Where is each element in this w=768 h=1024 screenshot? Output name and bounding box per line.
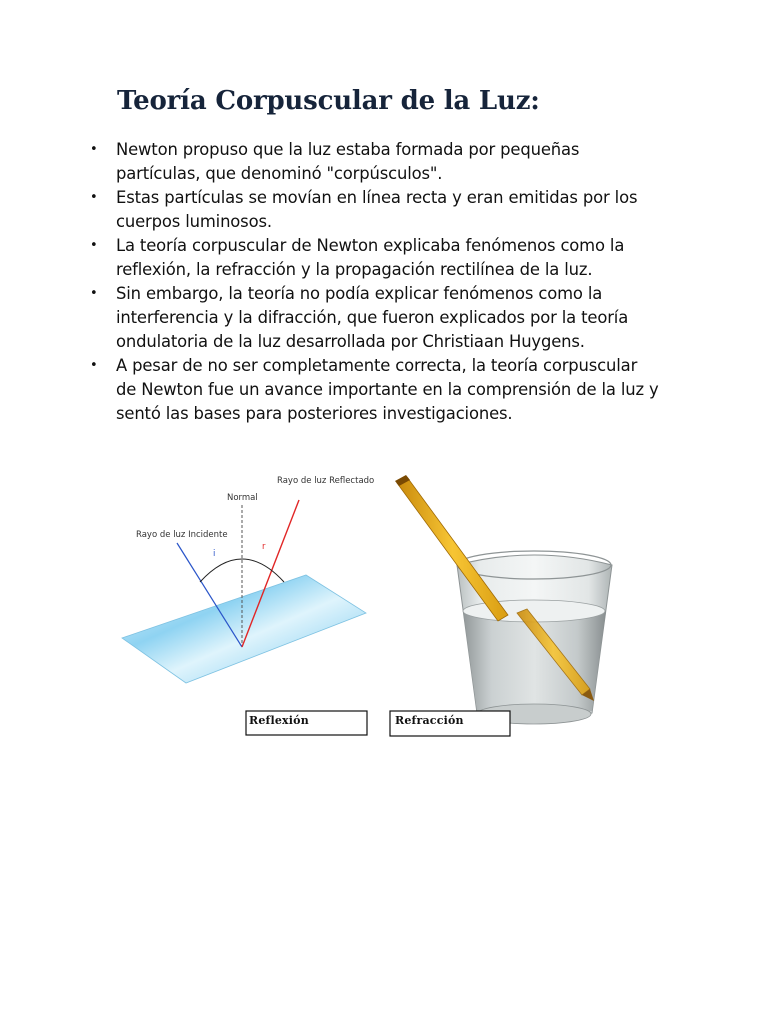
mirror-plane — [122, 575, 366, 683]
bullet-text: La teoría corpuscular de Newton explicaba fenómenos como la reflexión, la refracción y la propagación rectilínea de la luz. — [116, 236, 625, 279]
bullet-list — [90, 138, 661, 426]
illustration-svg — [116, 461, 652, 743]
bullet-text: Sin embargo, la teoría no podía explicar fenómenos como la interferencia y la difracción, que fueron explicados por la teoría ondulatoria de la luz desarrollada por Christiaan Huygens. — [116, 284, 629, 351]
incident-label: Rayo de luz Incidente — [136, 530, 228, 540]
bullet-text: Newton propuso que la luz estaba formada por pequeñas partículas, que denominó "corpúsculos". — [116, 140, 580, 183]
reflection-diagram — [122, 476, 374, 735]
pencil-upper — [397, 477, 508, 621]
normal-label: Normal — [227, 493, 258, 503]
angle-i-label: i — [213, 549, 216, 559]
bullet-text: Estas partículas se movían en línea recta y eran emitidas por los cuerpos luminosos. — [116, 188, 638, 231]
reflected-label: Rayo de luz Reflectado — [277, 476, 375, 486]
bullet-icon: • — [90, 358, 98, 373]
bullet-item — [90, 282, 661, 354]
light-illustration — [116, 461, 652, 743]
bullet-icon: • — [90, 190, 98, 205]
page-title: Teoría Corpuscular de la Luz: — [117, 86, 540, 116]
refraction-caption: Refracción — [395, 714, 464, 727]
bullet-icon: • — [90, 238, 98, 253]
bullet-item — [90, 234, 661, 282]
bullet-item — [90, 186, 661, 234]
bullet-icon: • — [90, 142, 98, 157]
bullet-item — [90, 354, 661, 426]
bullet-icon: • — [90, 286, 98, 301]
bullet-item — [90, 138, 661, 186]
reflection-caption: Reflexión — [249, 714, 309, 727]
bullet-text: A pesar de no ser completamente correcta, la teoría corpuscular de Newton fue un avance importante en la comprensión de la luz y sentó las bases para posteriores investigaciones. — [116, 356, 659, 423]
angle-r-label: r — [262, 542, 266, 552]
refraction-diagram — [390, 475, 612, 736]
